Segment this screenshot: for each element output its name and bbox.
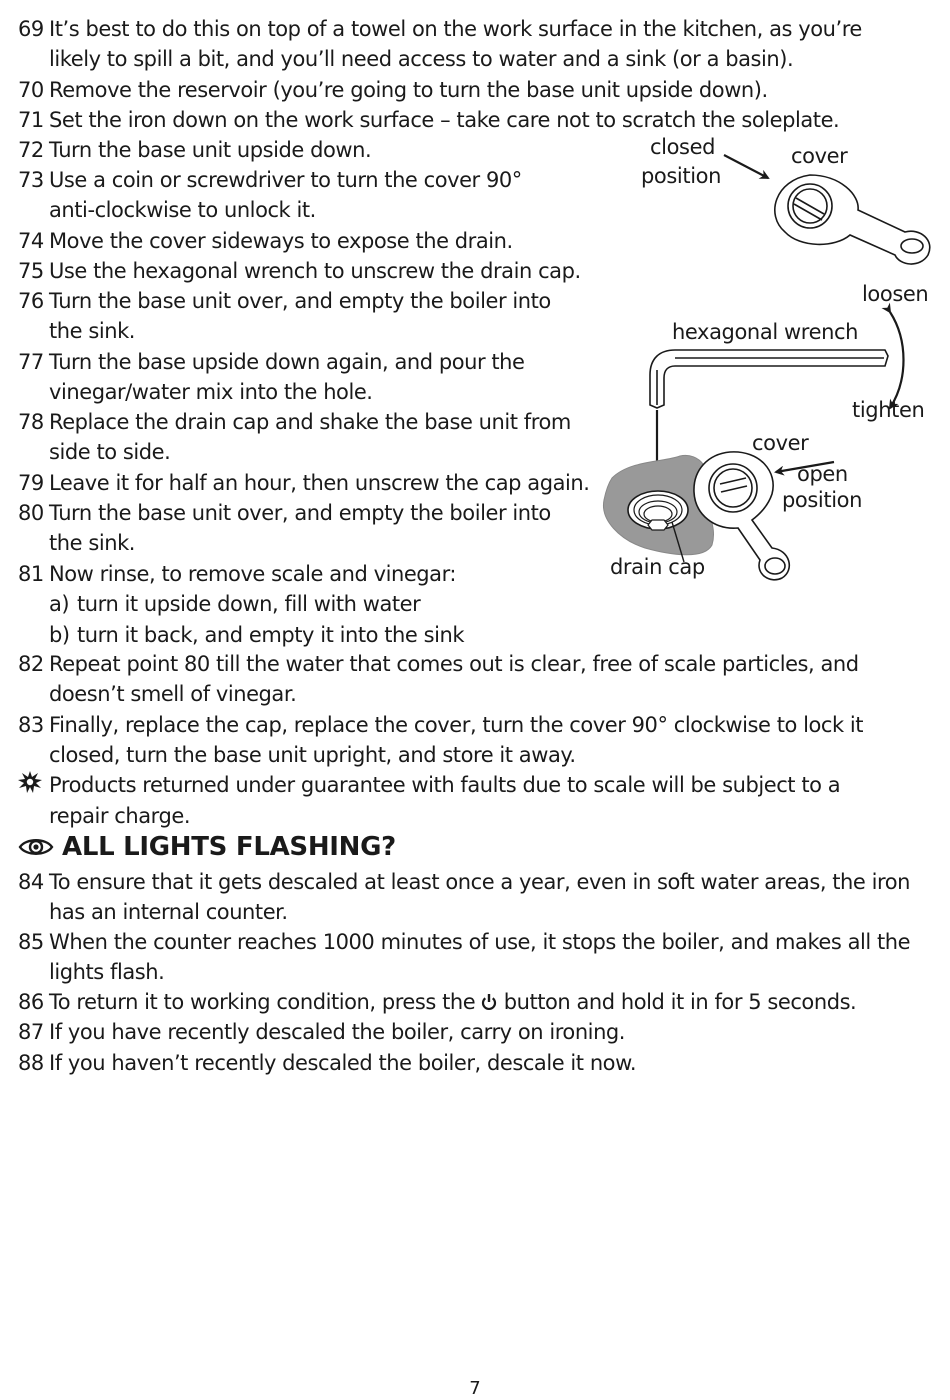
label-cover-top: cover	[791, 144, 848, 168]
step-72: 72 Turn the base unit upside down.	[18, 138, 372, 162]
step-74: 74 Move the cover sideways to expose the drain.	[18, 229, 513, 253]
label-position-closed: position	[641, 164, 721, 188]
step-75: 75 Use the hexagonal wrench to unscrew the drain cap.	[18, 259, 581, 283]
loosen-tighten-arrow	[890, 312, 904, 408]
step-87: 87 If you have recently descaled the boiler, carry on ironing.	[18, 1020, 626, 1044]
descaling-diagram	[0, 0, 950, 620]
step-81: 81 Now rinse, to remove scale and vinegar: a) turn it upside down, fill with water b) turn it back, and empty it into the sink	[18, 559, 464, 650]
step-73: 73 Use a coin or screwdriver to turn the cover 90° anti-clockwise to unlock it.	[18, 168, 522, 223]
step-82: 82 Repeat point 80 till the water that comes out is clear, free of scale particles, and doesn’t smell of vinegar.	[18, 652, 859, 707]
step-70: 70 Remove the reservoir (you’re going to turn the base unit upside down).	[18, 78, 768, 102]
step-84: 84 To ensure that it gets descaled at least once a year, even in soft water areas, the iron has an internal counter.	[18, 870, 910, 925]
step-83: 83 Finally, replace the cap, replace the cover, turn the cover 90° clockwise to lock it closed, turn the base unit upright, and store it away.	[18, 713, 864, 768]
step-88: 88 If you haven’t recently descaled the boiler, descale it now.	[18, 1051, 637, 1075]
label-tighten: tighten	[852, 398, 925, 422]
step-79: 79 Leave it for half an hour, then unscrew the cap again.	[18, 471, 590, 495]
page-number: 7	[469, 1378, 481, 1399]
step-77: 77 Turn the base upside down again, and pour the vinegar/water mix into the hole.	[18, 350, 525, 405]
step-81-sub-b: b) turn it back, and empty it into the sink	[49, 622, 465, 647]
closed-arrow	[724, 155, 768, 178]
label-closed: closed	[650, 135, 716, 159]
step-85: 85 When the counter reaches 1000 minutes of use, it stops the boiler, and makes all the lights flash.	[18, 930, 911, 985]
step-69: 69 It’s best to do this on top of a towel on the work surface in the kitchen, as you’re likely to spill a bit, and you’ll need access to water and a sink (or a basin).	[18, 17, 862, 72]
label-hexagonal-wrench: hexagonal wrench	[672, 320, 859, 344]
label-open: open	[797, 462, 848, 486]
step-86: 86 To return it to working condition, press the button and hold it in for 5 seconds.	[18, 990, 857, 1014]
section-heading: ALL LIGHTS FLASHING?	[18, 832, 396, 862]
warning-note: Products returned under guarantee with faults due to scale will be subject to a repair charge.	[18, 770, 840, 831]
label-drain-cap: drain cap	[610, 555, 705, 579]
label-cover-bottom: cover	[752, 431, 809, 455]
closed-cover-illustration	[775, 175, 930, 264]
step-80: 80 Turn the base unit over, and empty the boiler into the sink.	[18, 501, 551, 556]
step-78: 78 Replace the drain cap and shake the base unit from side to side.	[18, 410, 571, 465]
step-81-sub-a: a) turn it upside down, fill with water	[49, 592, 421, 617]
power-button-icon	[481, 993, 497, 1011]
open-cover-illustration	[694, 452, 789, 580]
eye-icon	[18, 836, 54, 858]
step-71: 71 Set the iron down on the work surface – take care not to scratch the soleplate.	[18, 108, 840, 132]
label-position-open: position	[782, 488, 862, 512]
label-loosen: loosen	[862, 282, 929, 306]
warning-sun-icon	[18, 771, 49, 801]
step-76: 76 Turn the base unit over, and empty the boiler into the sink.	[18, 289, 551, 344]
